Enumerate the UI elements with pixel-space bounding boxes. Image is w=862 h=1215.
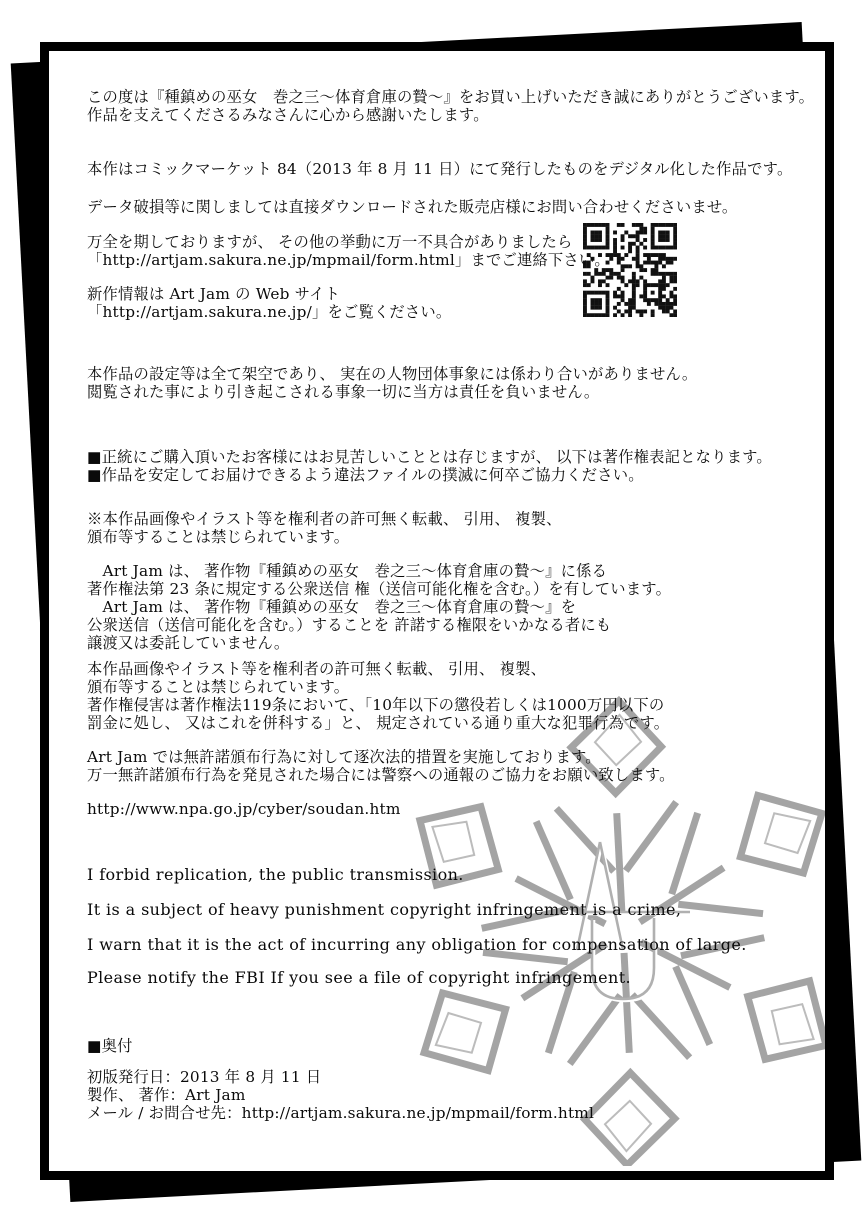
defect-contact-paragraph xyxy=(87,233,610,269)
enforcement-paragraph xyxy=(87,748,675,784)
fiction-line-1: 本作品の設定等は全て架空であり、 実在の人物団体事象には係わり合いがありません。 xyxy=(87,365,698,383)
greeting-line-1: この度は『種鎮めの巫女 巻之三～体育倉庫の贄～』をお買い上げいただき誠にありがとうございます。 xyxy=(87,88,815,106)
defect-contact-url: 「http://artjam.sakura.ne.jp/mpmail/form.html」までご連絡下さい。 xyxy=(87,251,610,269)
colophon-contact-url: メール / お問合せ先：http://artjam.sakura.ne.jp/mpmail/form.html xyxy=(87,1104,595,1122)
enforce-line-2: 万一無許諾頒布行為を発見された場合には警察への通報のご協力をお願い致します。 xyxy=(87,766,675,784)
release-info: 本作はコミックマーケット 84（2013 年 8 月 11 日）にて発行したものをデジタル化した作品です。 xyxy=(87,160,793,178)
defect-line-1: 万全を期しておりますが、 その他の挙動に万一不具合がありましたら xyxy=(87,233,573,251)
english-line-2: It is a subject of heavy punishment copyright infringement is a crime, xyxy=(87,900,682,919)
fiction-line-2: 閲覧された事により引き起こされる事象一切に当方は責任を負いません。 xyxy=(87,383,600,401)
penalty-paragraph xyxy=(87,660,669,732)
prohibit-line-2: 頒布等することは禁じられています。 xyxy=(87,528,350,546)
enforce-line-1: Art Jam では無許諾頒布行為に対して逐次法的措置を実施しております。 xyxy=(87,748,601,766)
rights-line-4: 公衆送信（送信可能化を含む。）することを 許諾する権限をいかなる者にも xyxy=(87,616,612,634)
news-site-url: 「http://artjam.sakura.ne.jp/」をご覧ください。 xyxy=(87,303,452,321)
colophon-first-edition-date: 初版発行日：2013 年 8 月 11 日 xyxy=(87,1068,322,1086)
fiction-disclaimer xyxy=(87,365,697,401)
rights-line-1: Art Jam は、 著作物『種鎮めの巫女 巻之三～体育倉庫の贄～』に係る xyxy=(87,562,608,580)
penalty-line-3: 著作権侵害は著作権法119条において、「10年以下の懲役若しくは1000万円以下の xyxy=(87,696,665,714)
notice-line-1: ■正統にご購入頂いたお客様にはお見苦しいこととは存じますが、 以下は著作権表記となります。 xyxy=(87,448,772,466)
colophon-author: 製作、 著作：Art Jam xyxy=(87,1086,246,1104)
prohibition-paragraph xyxy=(87,510,562,546)
news-line-1: 新作情報は Art Jam の Web サイト xyxy=(87,285,341,303)
english-line-3: I warn that it is the act of incurring any obligation for compensation of large. xyxy=(87,935,747,954)
penalty-line-2: 頒布等することは禁じられています。 xyxy=(87,678,350,696)
rights-line-5: 譲渡又は委託していません。 xyxy=(87,634,290,652)
english-line-4: Please notify the FBI If you see a file of copyright infringement. xyxy=(87,968,632,987)
notice-line-2: ■作品を安定してお届けできるよう違法ファイルの撲滅に何卒ご協力ください。 xyxy=(87,466,644,484)
greeting-line-2: 作品を支えてくださるみなさんに心から感謝いたします。 xyxy=(87,106,489,124)
greeting-paragraph xyxy=(87,88,814,124)
rights-line-2: 著作権法第 23 条に規定する公衆送信 権（送信可能化権を含む。）を有しています。 xyxy=(87,580,672,598)
prohibit-line-1: ※本作品画像やイラスト等を権利者の許可無く転載、 引用、 複製、 xyxy=(87,510,562,528)
rights-paragraph xyxy=(87,562,671,652)
english-line-1: I forbid replication, the public transmission. xyxy=(87,865,464,884)
paper-sheet xyxy=(40,42,834,1180)
npa-url: http://www.npa.go.jp/cyber/soudan.htm xyxy=(87,800,401,818)
colophon-heading: ■奥付 xyxy=(87,1037,133,1055)
news-paragraph xyxy=(87,285,451,321)
page-content xyxy=(49,51,825,1171)
copyright-notice xyxy=(87,448,772,484)
rights-line-3: Art Jam は、 著作物『種鎮めの巫女 巻之三～体育倉庫の贄～』を xyxy=(87,598,577,616)
colophon-block xyxy=(87,1068,594,1122)
penalty-line-1: 本作品画像やイラスト等を権利者の許可無く転載、 引用、 複製、 xyxy=(87,660,547,678)
data-damage-note: データ破損等に関しましては直接ダウンロードされた販売店様にお問い合わせくださいませ。 xyxy=(87,198,738,216)
penalty-line-4: 罰金に処し、 又はこれを併科する」と、 規定されている通り重大な犯罪行為です。 xyxy=(87,714,670,732)
